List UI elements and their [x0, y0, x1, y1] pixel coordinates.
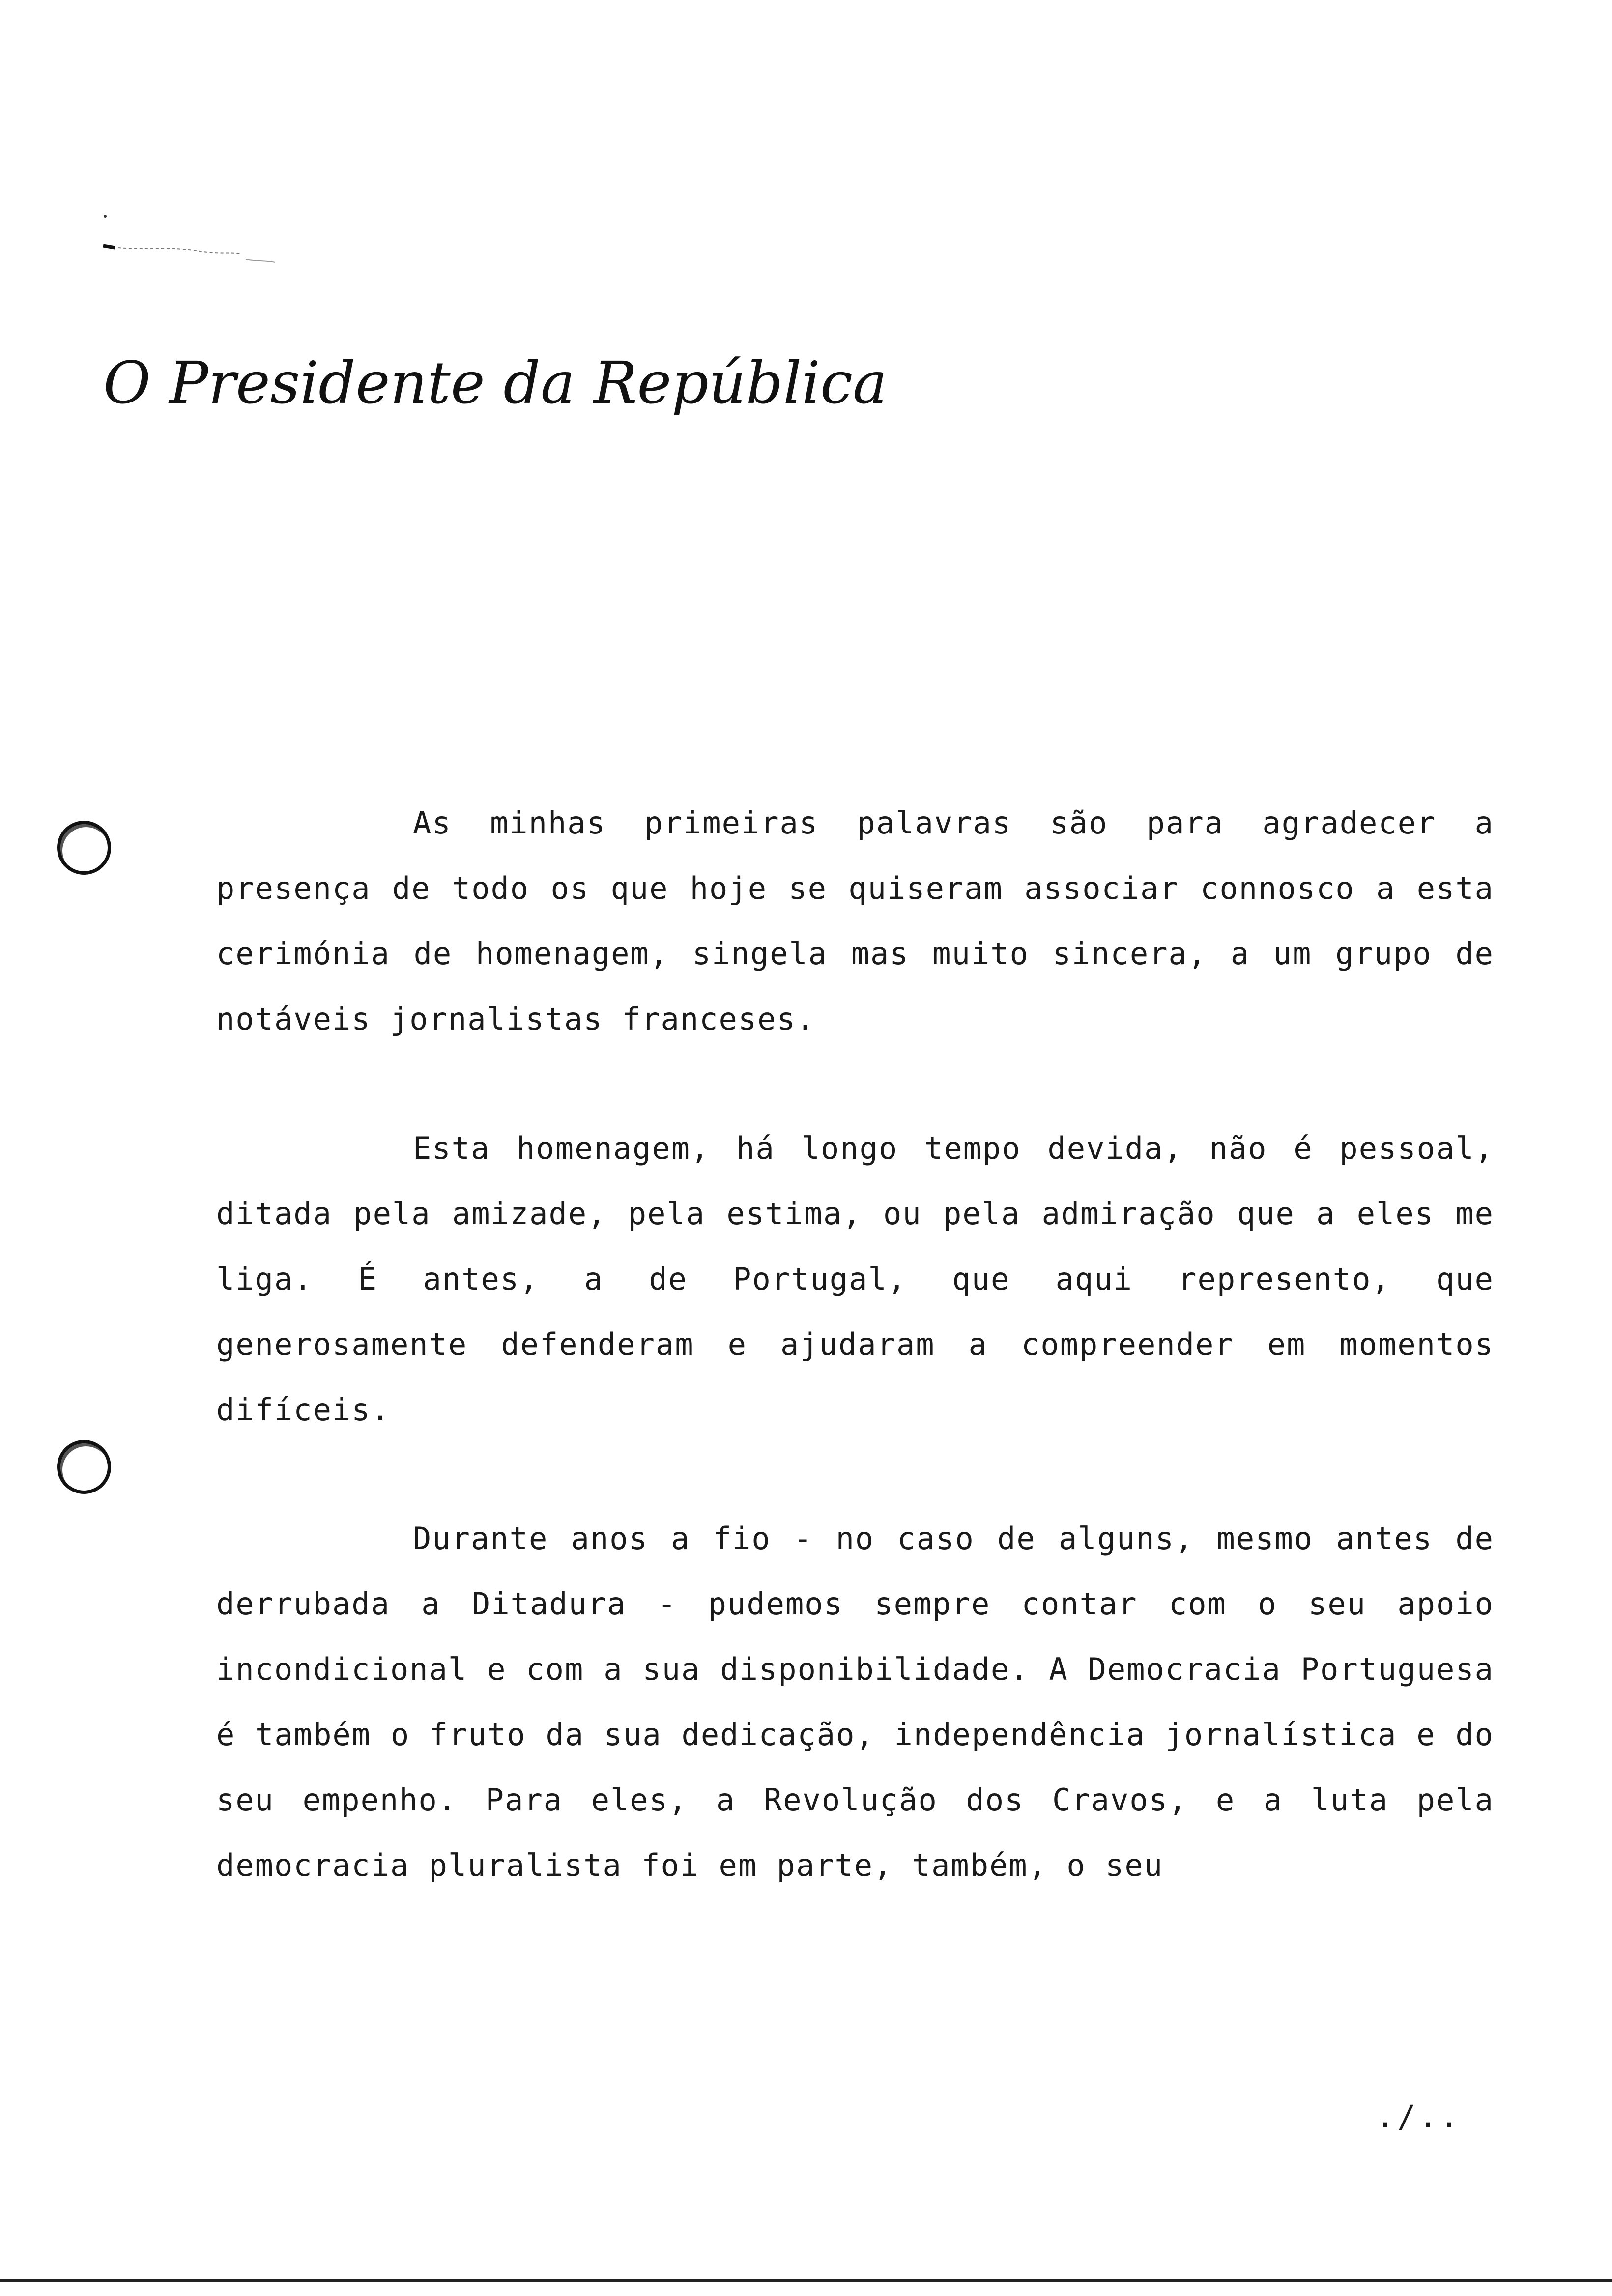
paragraph-2: [216, 1116, 1494, 1442]
letterhead: [103, 344, 888, 432]
bottom-edge-rule: [0, 2279, 1612, 2282]
paragraph-2-text: Esta homenagem, há longo tempo devida, não é pessoal, ditada pela amizade, pela estima, ou pela admiração que a eles me liga. É antes, a de Portugal, que aqui represento, que generosamente defenderam e ajudaram a compreender em momentos difíceis.: [216, 1130, 1494, 1428]
paragraph-3: [216, 1506, 1494, 1898]
paragraph-1-text: As minhas primeiras palavras são para agradecer a presença de todo os que hoje se quiseram associar connosco a esta cerimónia de homenagem, singela mas muito sincera, a um grupo de notáveis jornalistas franceses.: [216, 805, 1494, 1037]
paragraph-3-text: Durante anos a fio - no caso de alguns, mesmo antes de derrubada a Ditadura - pudemos sempre contar com o seu apoio incondicional e com a sua disponibilidade. A Democracia Portuguesa é também o fruto da sua dedicação, independência jornalística e do seu empenho. Para eles, a Revolução dos Cravos, e a luta pela democracia pluralista foi em parte, também, o seu: [216, 1521, 1494, 1883]
punch-hole-icon: [57, 821, 111, 875]
punch-hole-icon: [57, 1440, 111, 1494]
letterhead-text: O Presidente da República: [103, 349, 888, 417]
pen-mark-icon: [98, 197, 329, 265]
paragraph-1: [216, 790, 1494, 1052]
continuation-mark: ./..: [1376, 2098, 1462, 2134]
